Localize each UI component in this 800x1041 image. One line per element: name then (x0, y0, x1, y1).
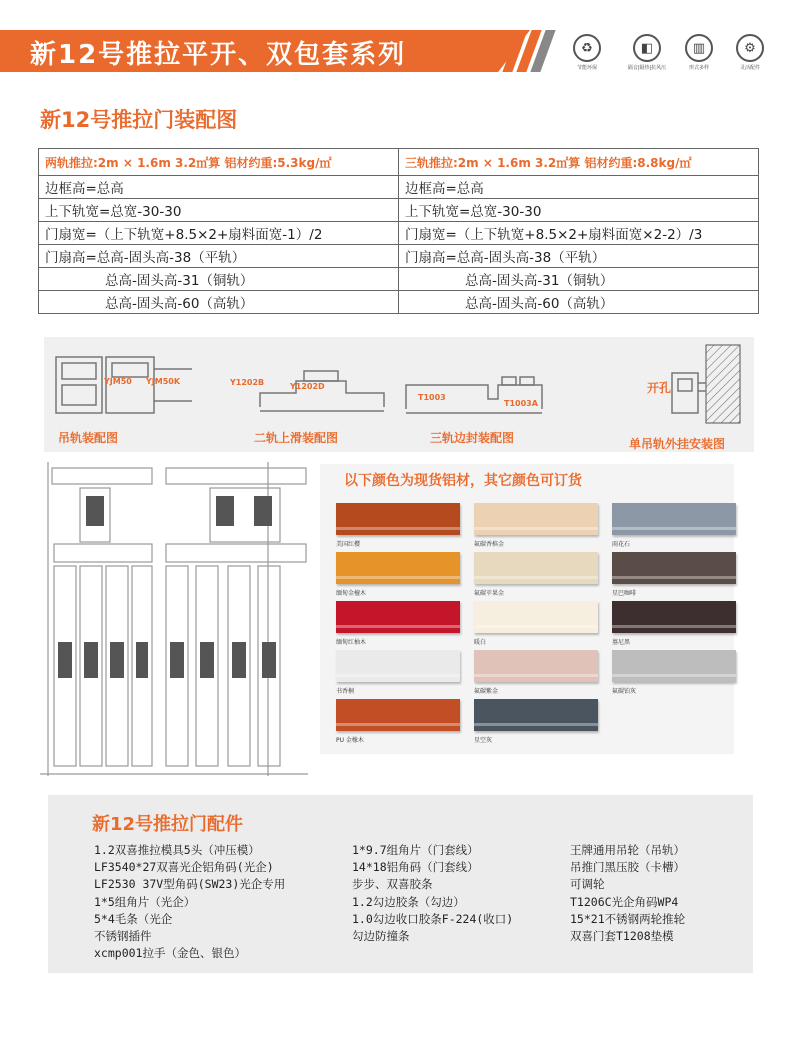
part-label: Y1202B (230, 378, 265, 387)
swatch-label: PU 金橡木 (336, 737, 364, 744)
parts-icon: ⚙ (736, 34, 764, 62)
table-cell: 门扇宽=（上下轨宽+8.5×2+扇料面宽-1）/2 (39, 222, 399, 245)
swatch-label: 氟碳铂灰 (612, 688, 637, 695)
diagram-caption: 吊轨装配图 (58, 431, 119, 445)
list-item: 双喜门套T1208垫模 (570, 928, 674, 943)
list-item: 王牌通用吊轮（吊轨） (570, 843, 685, 857)
table-row (39, 268, 759, 291)
hanging-rail-profile-icon (52, 349, 212, 419)
table-cell: 门扇高=总高-固头高-38（平轨） (39, 245, 399, 268)
list-item: 15*21不锈钢两轮推轮 (570, 911, 686, 926)
part-label: YJM50 (104, 377, 132, 386)
diagram-caption: 三轨边封装配图 (430, 431, 515, 445)
accessories-column-3 (570, 842, 685, 945)
color-swatch (336, 503, 460, 535)
list-item: LF2530 37V型角码(SW23)光企专用 (94, 877, 286, 892)
feature-label: 灵活配件 (739, 65, 760, 71)
two-rail-profile-icon (256, 367, 391, 417)
page-title: 新12号推拉平开、双包套系列 (30, 40, 407, 70)
color-swatch (612, 552, 736, 584)
table-header-row (39, 149, 759, 176)
color-swatch (474, 699, 598, 731)
color-swatch (474, 650, 598, 682)
list-item: 不锈钢插件 (94, 928, 152, 943)
table-row (39, 176, 759, 199)
table-cell: 门扇宽=（上下轨宽+8.5×2+扇料面宽×2-2）/3 (399, 222, 759, 245)
swatch-label: 星巴咖啡 (612, 590, 637, 597)
spec-table (38, 148, 759, 314)
external-mount-profile-icon (614, 343, 744, 425)
accessories-title: 新12号推拉门配件 (92, 814, 244, 835)
table-cell: 三轨推拉:2m × 1.6m 3.2㎡算 铝材约重:8.8kg/㎡ (399, 149, 759, 176)
table-cell: 总高-固头高-60（高轨） (399, 291, 759, 314)
section-title: 新12号推拉门装配图 (40, 108, 238, 132)
recycle-icon: ♻ (573, 34, 601, 62)
palette-title: 以下颜色为现货铝材，其它颜色可订货 (344, 473, 582, 489)
table-cell: 两轨推拉:2m × 1.6m 3.2㎡算 铝材约重:5.3kg/㎡ (39, 149, 399, 176)
swatch-label: 缅甸金檀木 (336, 590, 367, 597)
feature-styles (677, 34, 721, 71)
table-cell: 总高-固头高-60（高轨） (39, 291, 399, 314)
swatch-label: 氟碳香槟金 (474, 541, 505, 548)
list-item: 1.0勾边收口胶条F-224(收口) (352, 911, 514, 926)
swatch-label: 星空灰 (474, 737, 493, 744)
table-row (39, 291, 759, 314)
list-item: 5*4毛条（光企 (94, 911, 173, 926)
feature-label: 节能环保 (576, 65, 597, 71)
color-swatch (612, 503, 736, 535)
part-label: Y1202D (290, 382, 325, 391)
list-item: LF3540*27双喜光企铝角码(光企) (94, 860, 274, 875)
diagram-caption: 二轨上滑装配图 (254, 431, 339, 445)
feature-parts (728, 34, 772, 71)
feature-label: 隔音|隔热|抗风压 (627, 65, 667, 71)
table-cell: 门扇高=总高-固头高-38（平轨） (399, 245, 759, 268)
accessories-column-1 (94, 842, 285, 962)
table-row (39, 222, 759, 245)
feature-wind (625, 34, 669, 71)
diagram-caption: 单吊轨外挂安装图 (629, 437, 726, 451)
color-swatch (612, 601, 736, 633)
list-item: 步步、双喜胶条 (352, 877, 433, 892)
swatch-label: 缅甸红柚木 (336, 639, 367, 646)
table-cell: 边框高=总高 (399, 176, 759, 199)
list-item: 1.2勾边胶条（勾边） (352, 894, 465, 909)
color-swatch (336, 552, 460, 584)
list-item: 1*9.7组角片（门套线） (352, 843, 479, 857)
table-row (39, 199, 759, 222)
part-label: T1003 (418, 393, 446, 402)
feature-recycle (565, 34, 609, 71)
list-item: 1*5组角片（光企） (94, 894, 196, 909)
table-cell: 总高-固头高-31（铜轨） (399, 268, 759, 291)
swatch-label: 氟碳紫金 (474, 688, 499, 695)
swatch-label: 美国红樱 (336, 541, 361, 548)
swatch-label: 雨花石 (612, 541, 631, 548)
wind-icon: ◧ (633, 34, 661, 62)
accessories-column-2 (352, 842, 513, 945)
table-cell: 上下轨宽=总宽-30-30 (39, 199, 399, 222)
color-swatch (474, 503, 598, 535)
list-item: 14*18铝角码（门套线） (352, 860, 479, 875)
feature-label: 形式多样 (688, 65, 709, 71)
swatch-label: 墓尼黑 (612, 639, 631, 646)
table-cell: 边框高=总高 (39, 176, 399, 199)
color-swatch (612, 650, 736, 682)
list-item: 可调轮 (570, 877, 605, 892)
list-item: 吊推门黑压胶（卡槽） (570, 860, 685, 875)
table-row (39, 245, 759, 268)
swatch-label: 书香桐 (336, 688, 355, 695)
list-item: xcmp001拉手（金色、银色） (94, 946, 246, 961)
swatch-label: 暖白 (474, 639, 487, 646)
part-label: 开孔 (647, 381, 672, 395)
color-swatch (336, 601, 460, 633)
part-label: YJM50K (146, 377, 181, 386)
color-swatch (474, 552, 598, 584)
styles-icon: ▥ (685, 34, 713, 62)
header-banner (0, 30, 800, 72)
color-swatch (336, 699, 460, 731)
color-swatch (336, 650, 460, 682)
list-item: 勾边防撞条 (352, 928, 410, 943)
swatch-label: 氟碳苹果金 (474, 590, 505, 597)
table-cell: 上下轨宽=总宽-30-30 (399, 199, 759, 222)
door-section-drawing (40, 462, 308, 778)
table-cell: 总高-固头高-31（铜轨） (39, 268, 399, 291)
list-item: 1.2双喜推拉模具5头（冲压模） (94, 843, 260, 857)
list-item: T1206C光企角码WP4 (570, 894, 679, 909)
install-diagrams (44, 337, 754, 452)
part-label: T1003A (504, 399, 538, 408)
color-swatch (474, 601, 598, 633)
